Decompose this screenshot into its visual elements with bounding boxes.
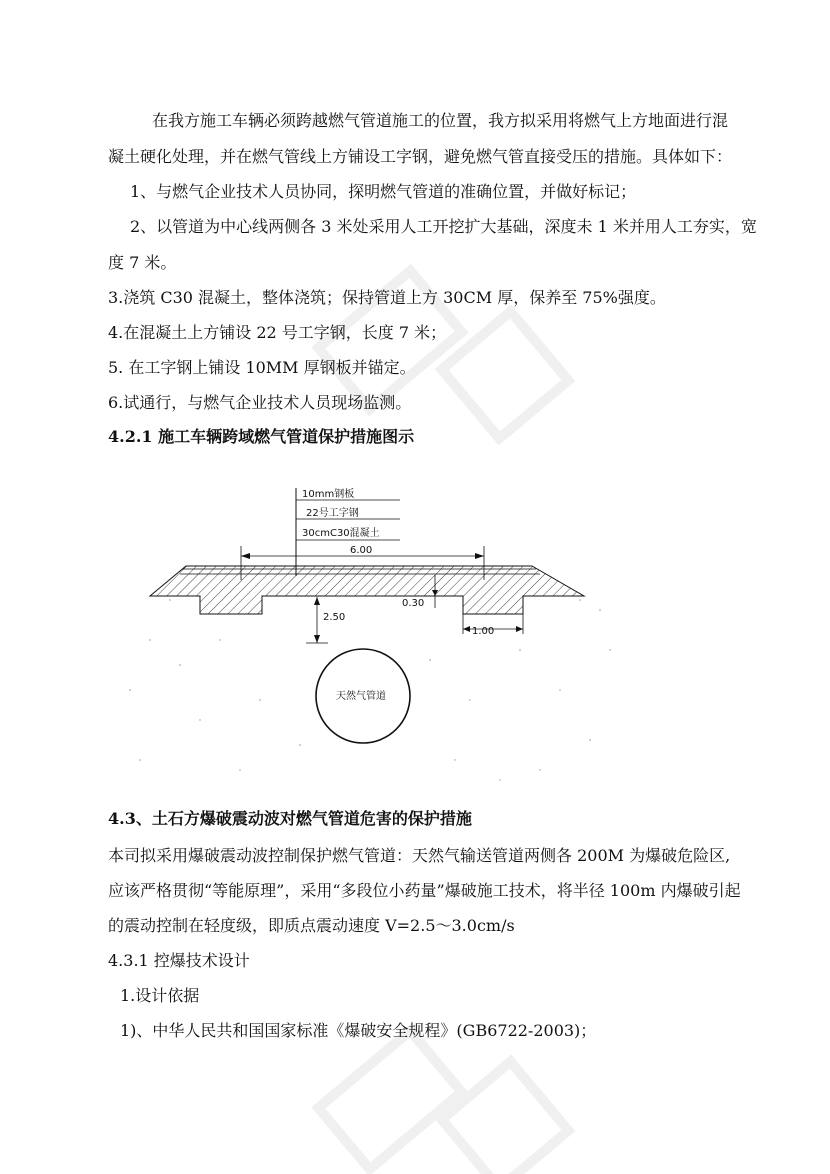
label-concrete: 30cmC30混凝土: [302, 528, 380, 539]
depth-dimension: [306, 597, 345, 643]
section-heading-421: 4.2.1 施工车辆跨域燃气管道保护措施图示: [108, 427, 415, 446]
list-item-5: 5. 在工字钢上铺设 10MM 厚钢板并锚定。: [108, 358, 416, 377]
layer-legend: [296, 487, 400, 576]
intro-line-2: 凝土硬化处理，并在燃气管线上方铺设工字钢，避免燃气管直接受压的措施。具体如下：: [108, 147, 733, 166]
dim-width-value: 6.00: [350, 545, 373, 556]
intro-line-1: 在我方施工车辆必须跨越燃气管道施工的位置，我方拟采用将燃气上方地面进行混: [152, 111, 729, 130]
dim-depth-value: 2.50: [323, 612, 346, 623]
section-43-line-1: 本司拟采用爆破震动波控制保护燃气管道：天然气输送管道两侧各 200M 为爆破危险区,: [108, 846, 731, 865]
list-item-2-line-1: 2、以管道为中心线两侧各 3 米处采用人工开挖扩大基础，深度未 1 米并用人工夯实，宽: [130, 217, 757, 236]
list-item-3: 3.浇筑 C30 混凝土，整体浇筑；保持管道上方 30CM 厚，保养至 75%强度。: [108, 288, 666, 307]
design-basis-title: 1.设计依据: [120, 986, 200, 1005]
section-heading-43: 4.3、土石方爆破震动波对燃气管道危害的保护措施: [108, 809, 472, 828]
design-basis-item-1: 1)、中华人民共和国国家标准《爆破安全规程》(GB6722-2003)；: [120, 1021, 597, 1040]
section-43-line-3: 的震动控制在轻度级，即质点震动速度 V=2.5～3.0cm/s: [108, 916, 515, 935]
concrete-slab: [150, 566, 584, 614]
gas-pipe-label: 天然气管道: [336, 691, 386, 702]
footing-dimension: [463, 614, 523, 637]
dim-thickness-value: 0.30: [402, 598, 425, 609]
dim-footing-value: 1.00: [472, 626, 495, 637]
section-43-line-2: 应该严格贯彻“等能原理”，采用“多段位小药量”爆破施工技术，将半径 100m 内爆破引起: [108, 881, 741, 900]
list-item-2-line-2: 度 7 米。: [108, 253, 177, 272]
list-item-4: 4.在混凝土上方铺设 22 号工字钢，长度 7 米；: [108, 323, 447, 342]
list-item-6: 6.试通行，与燃气企业技术人员现场监测。: [108, 393, 412, 412]
sub-heading-431: 4.3.1 控爆技术设计: [108, 951, 250, 970]
list-item-1: 1、与燃气企业技术人员协同，探明燃气管道的准确位置，并做好标记；: [130, 182, 637, 201]
label-steel-plate: 10mm钢板: [302, 489, 355, 500]
label-i-beam: 22号工字钢: [306, 508, 359, 519]
